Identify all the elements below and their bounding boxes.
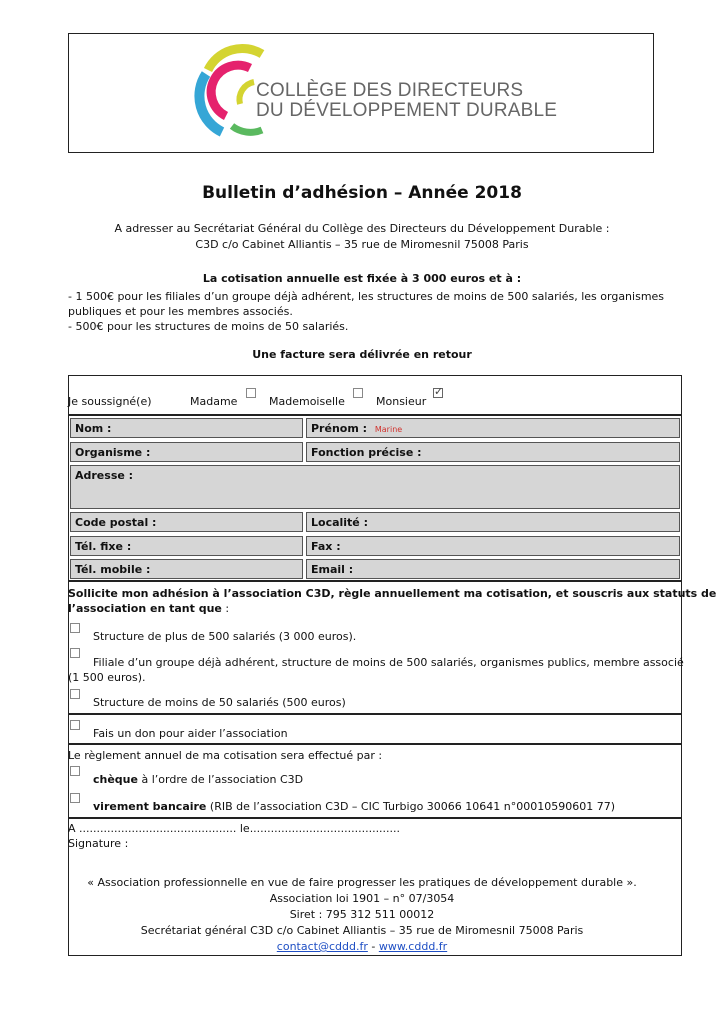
page-title: Bulletin d’adhésion – Année 2018 (202, 183, 522, 203)
code-postal-field[interactable] (70, 512, 303, 532)
prenom-label: Prénom : (311, 422, 368, 435)
fonction-label: Fonction précise : (311, 446, 422, 459)
option-filiale-label-line1: Filiale d’un groupe déjà adhérent, structure de moins de 500 salariés, organismes publics, membre associé (93, 656, 684, 669)
fax-field[interactable] (306, 536, 680, 556)
civility-row (68, 375, 682, 415)
virement-label-rest: (RIB de l’association C3D – CIC Turbigo 30066 10641 n°00010590601 77) (206, 800, 616, 813)
invoice-note: Une facture sera délivrée en retour (252, 348, 472, 361)
membership-heading-suffix: : (221, 602, 230, 615)
option-under50-checkbox[interactable] (70, 689, 80, 699)
option-under50-label: Structure de moins de 50 salariés (500 euros) (93, 696, 346, 709)
tel-fixe-label: Tél. fixe : (75, 540, 132, 553)
logo-text-line2: DU DÉVELOPPEMENT DURABLE (256, 100, 558, 121)
virement-checkbox[interactable] (70, 793, 80, 803)
mademoiselle-label: Mademoiselle (269, 395, 345, 408)
logo-text-line1: COLLÈGE DES DIRECTEURS (256, 80, 524, 101)
membership-heading-line2-bold: l’association en tant que (68, 602, 222, 615)
mademoiselle-checkbox[interactable] (353, 388, 363, 398)
virement-label (93, 800, 615, 813)
contact-email-link[interactable]: contact@cddd.fr (276, 940, 368, 953)
option-filiale-checkbox[interactable] (70, 648, 80, 658)
localite-field[interactable] (306, 512, 680, 532)
organisme-field[interactable] (70, 442, 303, 462)
organisme-label: Organisme : (75, 446, 151, 459)
address-line: C3D c/o Cabinet Alliantis – 35 rue de Miromesnil 75008 Paris (195, 238, 529, 251)
nom-field[interactable] (70, 418, 303, 438)
footer-link-separator: - (367, 940, 379, 953)
madame-checkbox[interactable] (246, 388, 256, 398)
fee-line-3: - 500€ pour les structures de moins de 50 salariés. (68, 320, 349, 333)
civility-label: Je soussigné(e) (68, 395, 152, 408)
monsieur-label: Monsieur (376, 395, 427, 408)
monsieur-checkbox[interactable] (433, 388, 443, 398)
website-link[interactable]: www.cddd.fr (378, 940, 448, 953)
donation-label: Fais un don pour aider l’association (93, 727, 288, 740)
cheque-label-rest: à l’ordre de l’association C3D (137, 773, 304, 786)
cheque-label-bold: chèque (93, 773, 138, 786)
signature-label: Signature : (68, 837, 129, 850)
virement-label-bold: virement bancaire (93, 800, 207, 813)
footer-line4: Secrétariat général C3D c/o Cabinet Alliantis – 35 rue de Miromesnil 75008 Paris (140, 924, 584, 937)
membership-heading-line2 (68, 602, 229, 615)
email-label: Email : (311, 563, 354, 576)
payment-intro: Le règlement annuel de ma cotisation sera effectué par : (68, 749, 383, 762)
adresse-label: Adresse : (75, 469, 134, 482)
prenom-field[interactable] (306, 418, 680, 438)
footer-line1: « Association professionnelle en vue de faire progresser les pratiques de développement durable ». (87, 876, 637, 889)
fax-label: Fax : (311, 540, 341, 553)
donation-checkbox[interactable] (70, 720, 80, 730)
tel-fixe-field[interactable] (70, 536, 303, 556)
madame-label: Madame (190, 395, 238, 408)
footer-line3: Siret : 795 312 511 00012 (289, 908, 435, 921)
cheque-label (93, 773, 303, 786)
option-500plus-checkbox[interactable] (70, 623, 80, 633)
fee-line-1: - 1 500€ pour les filiales d’un groupe déjà adhérent, les structures de moins de 500 salariés, les organismes (68, 290, 665, 303)
fee-heading: La cotisation annuelle est fixée à 3 000 euros et à : (202, 272, 522, 285)
localite-label: Localité : (311, 516, 368, 529)
footer-links (0, 940, 724, 953)
address-intro: A adresser au Secrétariat Général du Collège des Directeurs du Développement Durable : (114, 222, 610, 235)
membership-block (68, 581, 682, 714)
footer-line2: Association loi 1901 – n° 07/3054 (269, 892, 455, 905)
adresse-field[interactable] (70, 465, 680, 509)
tel-mobile-label: Tél. mobile : (75, 563, 151, 576)
cheque-checkbox[interactable] (70, 766, 80, 776)
fee-line-2: publiques et pour les membres associés. (68, 305, 293, 318)
email-field[interactable] (306, 559, 680, 579)
membership-heading-line1: Sollicite mon adhésion à l’association C3D, règle annuellement ma cotisation, et souscris aux statuts de (68, 587, 717, 600)
option-filiale-label-line2: (1 500 euros). (68, 671, 146, 684)
code-postal-label: Code postal : (75, 516, 157, 529)
tel-mobile-field[interactable] (70, 559, 303, 579)
prenom-value: Marine (374, 425, 403, 434)
option-500plus-label: Structure de plus de 500 salariés (3 000 euros). (93, 630, 357, 643)
c3d-logo (192, 42, 558, 142)
nom-label: Nom : (75, 422, 112, 435)
signature-place-date: A ............................................. le........................................... (68, 822, 401, 835)
fonction-field[interactable] (306, 442, 680, 462)
